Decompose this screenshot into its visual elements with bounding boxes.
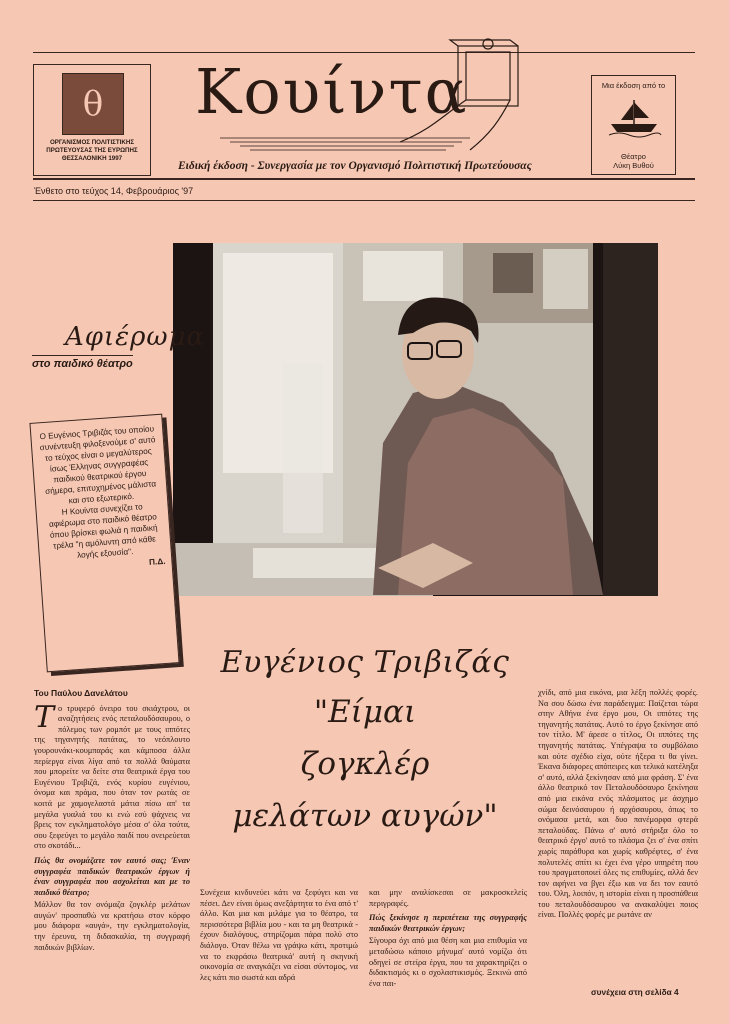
dedication-label (32, 322, 206, 370)
continued-on-page: συνέχεια στη σελίδα 4 (591, 987, 679, 997)
headline-quote: "Είμαι ζογκλέρ μελάτων αυγών" (232, 694, 498, 834)
masthead-subtitle: Ειδική έκδοση - Συνεργασία με τον Οργανισμό Πολιτιστική Πρωτεύουσας (178, 160, 532, 172)
sidebar-signature: Π.Δ. (148, 556, 166, 567)
article-byline: Του Παύλου Δανελάτου (34, 688, 128, 698)
publisher-name: Θέατρο Λύκη Βυθού (613, 152, 654, 170)
column-4-text: χνίδι, από μια εικόνα, μια λέξη πολλές φορές. Να σου δώσω ένα παράδειγμα: Παίζεται τώρα στην Αθήνα ένα έργο μου, Οι ιππότες της τηγανητής πατάτας. Αυτό το έργο ξεκίνησε από τον τίτλο. Μ' άρεσε ο τίτλος, Οι ιππότες της τηγανητής πατάτας. Υπέγραψα το συμβόλαιο και ούτε σχέδιο είχα, ούτε ήξερα τι θα γίνει. Έκανα διάφορες απόπειρες και τελικά κατέληξα σ' αυτό, αλλά ξεκίνησαν από μια φράση. Σ' ένα άλλο θεατρικό τον Πεταλουδόσαυρο ξεκίνησα από μια εικόνα ενός πλάσματος με άσχημο σώμα δεινόσαυρου ή αρχόσαυρου, όπως το ονόμασα μετά, και δυο πανέμορφα φτερά πεταλούδας. Πάνω σ' αυτό στήριξα όλο το θεατρικό έργο' αυτό το πλάσμα ζει σ' ένα σπίτι χωρίς παράθυρα και χωρίς καθρέφτες, σ' ένα πολυτελές σπίτι κι έχει ένα γέρο υπηρέτη που του πραγματοποιεί όλες τις επιθυμίες, αλλά δεν τον αφήνει να βγει έξω και να δει τον εαυτό του. Όλη, λοιπόν, η ιστορία είναι η προσπάθεια του πεταλουδόσαυρου να ανακαλύψει ποιος είναι. Πολλές φορές με ρωτάνε αν (538, 688, 698, 920)
interview-question-1: Πώς θα ονομάζατε τον εαυτό σας; Έναν συγγραφέα παιδικών θεατρικών έργων ή έναν συγγραφέα που ασχολείται και με το παιδικό θέατρο; (34, 855, 190, 897)
article-column-2 (200, 888, 358, 983)
interview-question-2: Πώς ξεκίνησε η περιπέτεια της συγγραφής παιδικών θεατρικών έργων; (369, 913, 527, 933)
article-headline (200, 645, 530, 842)
publisher-logo-box (591, 75, 676, 175)
article-column-1 (34, 688, 190, 953)
header-rule-bottom (33, 200, 695, 201)
organisation-emblem-icon: θ (62, 73, 124, 135)
header-rule-top (33, 178, 695, 180)
masthead-title: Κουίντα (195, 55, 469, 128)
organisation-name: ΟΡΓΑΝΙΣΜΟΣ ΠΟΛΙΤΙΣΤΙΚΗΣ ΠΡΩΤΕΥΟΥΣΑΣ ΤΗΣ ΕΥΡΩΠΗΣ ΘΕΣΣΑΛΟΝΙΚΗ 1997 (46, 139, 138, 162)
ship-logo-icon (607, 96, 662, 138)
column-3-text: και μην αναλίσκεσαι σε μακροσκελείς περιγραφές. (369, 888, 527, 908)
editorial-sidebar (29, 414, 179, 673)
headline-name: Ευγένιος Τριβιζάς (220, 645, 510, 680)
drop-cap: Τ (34, 699, 55, 735)
interview-answer-1: Μάλλον θα τον ονόμαζα ζογκλέρ μελάτων αυγών' προσπαθώ να κρατήσω στον κόρφο μου διάφορα «αυγά», την εγκληματολογία, την έρευνα, τη διδασκαλία, τη συγγραφή παιδικών βιβλίων. (34, 900, 190, 952)
organisation-logo-box (33, 64, 151, 176)
stage-illustration-icon (200, 38, 530, 156)
sidebar-paragraph-1: Ο Ευγένιος Τριβιζάς του οποίου συνέντευξη φιλοξενούμε σ' αυτό το τεύχος είναι ο μεγαλύτερος ίσως Έλληνας συγγραφέας παιδικού θεατρικού έργου σήμερα, επιτυχημένος μάλιστα και στο εξωτερικό. (39, 424, 157, 506)
dedication-title: Αφιέρωμα (65, 322, 206, 352)
interview-answer-2: Σίγουρα όχι από μια θέση και μια επιθυμία να μεταδώσω κάποιο μήνυμα' αυτό νομίζω ότι οδηγεί σε στείρα έργα, που τα χαρακτηρίζει ο διδακτισμός κι ο σχολαστικισμός. Ξεκινώ από ένα παι- (369, 936, 527, 988)
issue-line: Ένθετο στο τεύχος 14, Φεβρουάριος '97 (34, 186, 194, 196)
article-intro: ο τρυφερό όνειρο του σκιάχτρου, οι αναζητήσεις ενός πεταλουδόσαυρου, ο πόλεμος των ρομπότ με τους ιππότες της τηγανητής πατάτας, το νεόπλουτο γουρουνάκι-κουμπαράς και κάμποσα άλλα περίεργα είναι λίγα από τα πολλά θαύματα που μπορείτε να δείτε στα θεατρικά έργα του Ευγένιου Τριβιζά, ενός κυρίου ευγένιου, όνομα και πράμα, που όταν τον ρωτάς σε κοιτά με χαμογελαστά μάτια πίσω απ' τα μεγάλα γυαλιά του κι ενώ εσύ ψάχνεις να βρεις τον εγκληματολόγο μέσα σ' όλα τούτα, σου ξεφεύγει το μεγάλο παιδί που ονειρεύεται στο σκοτάδι... (34, 703, 190, 851)
article-column-4 (538, 688, 698, 921)
dedication-subtitle: στο παιδικό θέατρο (32, 355, 133, 370)
column-2-text: Συνέχεια κινδυνεύει κάτι να ξεφύγει και να πέσει. Δεν είναι όμως ανεξάρτητα το ένα από τ' άλλο. Και μια και μιλάμε για το θέατρο, τα περισσότερα βιβλία μου - και τα μη θεατρικά - έχουν διαλόγους, στηρίζομαι πάρα πολύ στο διάλογο. Όταν θέλω να γράψω κάτι, προτιμώ να το εκφράσω θεατρικά' αυτή η σκηνική οικονομία σε αναγκάζει να είσαι σύντομος, να λες κάτι πιο σωστά και αδρά (200, 888, 358, 982)
article-column-3 (369, 888, 527, 989)
interview-photo (173, 243, 658, 596)
publisher-caption: Μια έκδοση από το (601, 81, 666, 90)
sidebar-paragraph-2: Η Κουίντα συνεχίζει το αφιέρωμα στο παιδικό θέατρο όπου βρίσκει φωλιά η παιδική τρέλα "η αμόλυντη από κάθε λογής εξουσία". (48, 502, 158, 560)
